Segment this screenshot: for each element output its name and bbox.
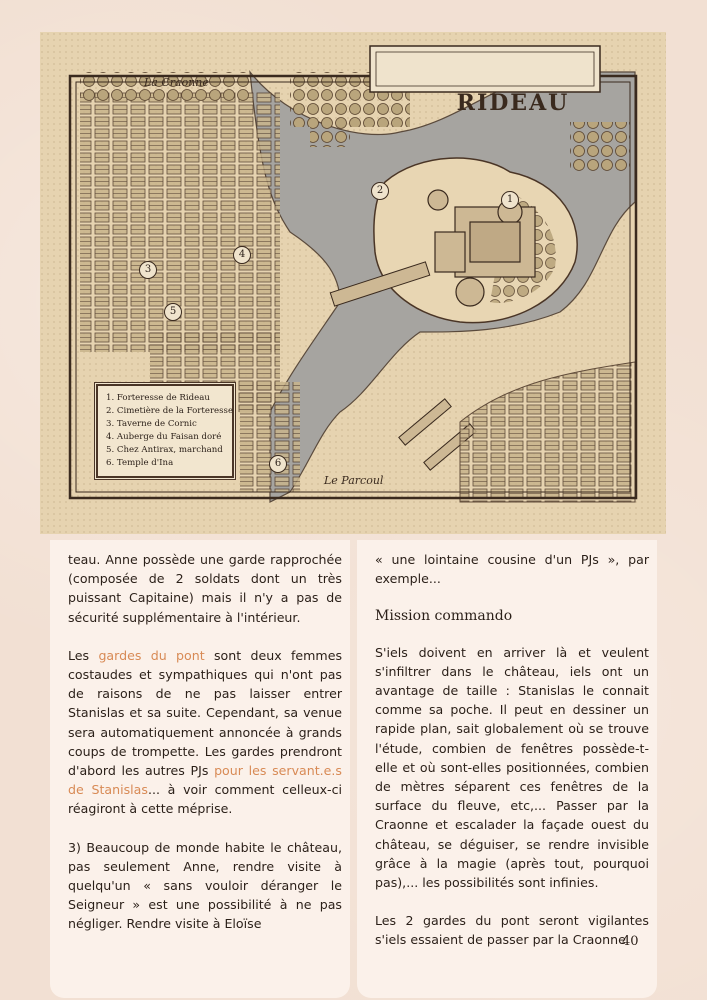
legend-item: 6. Temple d'Ina xyxy=(106,458,174,468)
paragraph: « une lointaine cousine d'un PJs », par exemple... xyxy=(375,552,649,587)
left-column xyxy=(50,540,350,998)
text: sont deux femmes costaudes et sympathiques qui n'ont pas de raisons de ne pas laisser entrer Stanislas et sa suite. Cependant, sa venue sera automatiquement annoncée à grands coups de trompette. Les gardes prendront d'abord les autres PJs xyxy=(68,647,343,779)
legend-item: 4. Auberge du Faisan doré xyxy=(106,432,222,442)
paragraph: 3) Beaucoup de monde habite le château, pas seulement Anne, rendre visite à quelqu'un « sans vouloir déranger le Seigneur » est une possibilité à ne pas négliger. Rendre visite à Eloïse xyxy=(68,839,342,932)
paragraph: S'iels doivent en arriver là et veulent s'infiltrer dans le château, iels ont un avantage de taille : Stanislas le connait comme sa poche. Il peut en dessiner un rapide plan, sait globalement où se trouve l'étude, combien de fenêtres possède-t-elle et où sont-elles positionnées, combien de mètres séparent ces fenêtres de la surface du fleuve, etc,... Passer par la Craonne et escalader la façade ouest du château, se déguiser, se rendre invisible grâce à la magie (après tout, pourquoi pas),... les possibilités sont infinies. xyxy=(375,644,649,891)
legend-item: 3. Taverne de Cornic xyxy=(106,419,197,429)
map-title: RIDEAU xyxy=(456,90,570,116)
map-marker-6[interactable]: 6 xyxy=(269,455,287,473)
legend-item: 2. Cimetière de la Forteresse xyxy=(106,406,234,416)
place-label-le-parcoul: Le Parcoul xyxy=(324,474,384,487)
text: Les xyxy=(68,647,99,663)
map-marker-4[interactable]: 4 xyxy=(233,246,251,264)
map-marker-3[interactable]: 3 xyxy=(139,261,157,279)
paragraph: Les 2 gardes du pont seront vigilantes s'iels essaient de passer par la Craonne xyxy=(375,913,649,948)
page-number: 40 xyxy=(622,934,639,949)
link-servants-stanislas[interactable]: pour les servant.e.s de Stanislas xyxy=(68,763,342,798)
map-marker-1[interactable]: 1 xyxy=(501,191,519,209)
map-legend xyxy=(96,384,234,478)
paragraph xyxy=(68,646,342,819)
legend-item: 1. Forteresse de Rideau xyxy=(106,393,210,403)
link-gardes-du-pont[interactable]: gardes du pont xyxy=(98,647,205,663)
paragraph: teau. Anne possède une garde rapprochée (composée de 2 soldats dont un très puissant Capitaine) mais il n'y a pas de sécurité supplémentaire à l'intérieur. xyxy=(68,552,342,625)
text: ... à voir comment celleux-ci réagiront à cette méprise. xyxy=(68,782,343,817)
map-marker-2[interactable]: 2 xyxy=(371,182,389,200)
right-column xyxy=(357,540,657,998)
map-marker-5[interactable]: 5 xyxy=(164,303,182,321)
place-label-la-craonne: La Craonne xyxy=(144,76,209,89)
section-heading: Mission commando xyxy=(375,608,513,625)
legend-item: 5. Chez Antirax, marchand xyxy=(106,445,223,455)
